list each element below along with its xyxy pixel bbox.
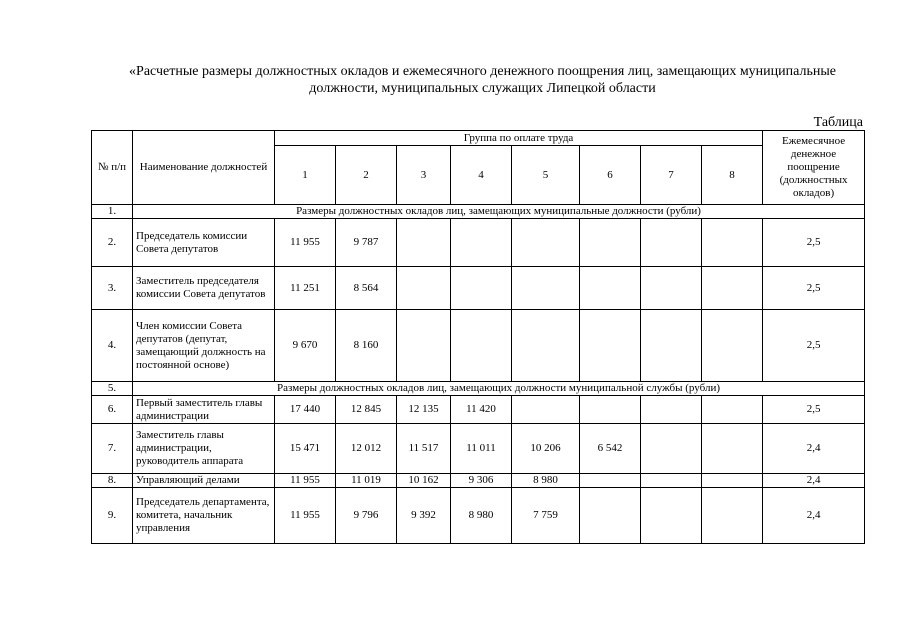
group-1-value: 11 955 bbox=[275, 488, 336, 544]
group-5-value bbox=[512, 396, 580, 424]
header-group-6: 6 bbox=[580, 146, 641, 205]
group-8-value bbox=[702, 424, 763, 474]
group-7-value bbox=[641, 219, 702, 267]
group-3-value bbox=[397, 267, 451, 310]
group-3-value: 9 392 bbox=[397, 488, 451, 544]
title-line-2: должности, муниципальных служащих Липецкой области bbox=[309, 81, 656, 96]
group-6-value bbox=[580, 488, 641, 544]
group-5-value: 10 206 bbox=[512, 424, 580, 474]
bonus-value: 2,5 bbox=[763, 219, 865, 267]
header-group-1: 1 bbox=[275, 146, 336, 205]
section-number: 1. bbox=[92, 205, 133, 219]
position-name: Председатель комиссии Совета депутатов bbox=[133, 219, 275, 267]
position-name: Заместитель главы администрации, руководитель аппарата bbox=[133, 424, 275, 474]
group-7-value bbox=[641, 424, 702, 474]
group-5-value bbox=[512, 267, 580, 310]
row-number: 2. bbox=[92, 219, 133, 267]
group-3-value: 10 162 bbox=[397, 474, 451, 488]
group-5-value bbox=[512, 310, 580, 382]
section-number: 5. bbox=[92, 382, 133, 396]
group-6-value bbox=[580, 396, 641, 424]
group-8-value bbox=[702, 310, 763, 382]
table-row bbox=[92, 267, 865, 310]
header-group-2: 2 bbox=[336, 146, 397, 205]
header-row-1 bbox=[92, 131, 865, 146]
group-1-value: 9 670 bbox=[275, 310, 336, 382]
group-4-value bbox=[451, 267, 512, 310]
group-3-value bbox=[397, 310, 451, 382]
group-4-value: 11 420 bbox=[451, 396, 512, 424]
row-number: 3. bbox=[92, 267, 133, 310]
row-number: 8. bbox=[92, 474, 133, 488]
table-label: Таблица bbox=[813, 115, 863, 130]
group-8-value bbox=[702, 267, 763, 310]
group-8-value bbox=[702, 488, 763, 544]
row-number: 6. bbox=[92, 396, 133, 424]
section-title: Размеры должностных окладов лиц, замещающих муниципальные должности (рубли) bbox=[133, 205, 865, 219]
group-1-value: 11 251 bbox=[275, 267, 336, 310]
group-7-value bbox=[641, 396, 702, 424]
group-5-value: 7 759 bbox=[512, 488, 580, 544]
table-row bbox=[92, 424, 865, 474]
header-group-5: 5 bbox=[512, 146, 580, 205]
group-7-value bbox=[641, 488, 702, 544]
group-3-value: 11 517 bbox=[397, 424, 451, 474]
title-line-1: «Расчетные размеры должностных окладов и ежемесячного денежного поощрения лиц, замещающих муниципальные bbox=[129, 64, 836, 79]
header-group-3: 3 bbox=[397, 146, 451, 205]
bonus-value: 2,5 bbox=[763, 310, 865, 382]
bonus-value: 2,4 bbox=[763, 424, 865, 474]
header-group-8: 8 bbox=[702, 146, 763, 205]
position-name: Первый заместитель главы администрации bbox=[133, 396, 275, 424]
position-name: Заместитель председателя комиссии Совета депутатов bbox=[133, 267, 275, 310]
salary-table bbox=[91, 130, 865, 544]
header-group-4: 4 bbox=[451, 146, 512, 205]
group-2-value: 9 787 bbox=[336, 219, 397, 267]
section-title: Размеры должностных окладов лиц, замещающих должности муниципальной службы (рубли) bbox=[133, 382, 865, 396]
bonus-value: 2,4 bbox=[763, 488, 865, 544]
group-4-value: 9 306 bbox=[451, 474, 512, 488]
group-5-value bbox=[512, 219, 580, 267]
group-6-value bbox=[580, 310, 641, 382]
header-bonus: Ежемесячное денежное поощрение (должностных окладов) bbox=[763, 131, 865, 205]
bonus-value: 2,5 bbox=[763, 396, 865, 424]
section-row bbox=[92, 382, 865, 396]
group-6-value bbox=[580, 219, 641, 267]
group-5-value: 8 980 bbox=[512, 474, 580, 488]
group-3-value: 12 135 bbox=[397, 396, 451, 424]
group-7-value bbox=[641, 474, 702, 488]
group-1-value: 17 440 bbox=[275, 396, 336, 424]
group-4-value bbox=[451, 310, 512, 382]
group-1-value: 11 955 bbox=[275, 474, 336, 488]
header-number: № п/п bbox=[92, 131, 133, 205]
group-1-value: 11 955 bbox=[275, 219, 336, 267]
group-2-value: 8 564 bbox=[336, 267, 397, 310]
group-2-value: 11 019 bbox=[336, 474, 397, 488]
group-2-value: 12 845 bbox=[336, 396, 397, 424]
header-name: Наименование должностей bbox=[133, 131, 275, 205]
group-4-value: 8 980 bbox=[451, 488, 512, 544]
group-1-value: 15 471 bbox=[275, 424, 336, 474]
group-4-value bbox=[451, 219, 512, 267]
group-7-value bbox=[641, 267, 702, 310]
group-7-value bbox=[641, 310, 702, 382]
bonus-value: 2,4 bbox=[763, 474, 865, 488]
header-group-7: 7 bbox=[641, 146, 702, 205]
header-group: Группа по оплате труда bbox=[275, 131, 763, 146]
table-row bbox=[92, 488, 865, 544]
row-number: 9. bbox=[92, 488, 133, 544]
group-2-value: 12 012 bbox=[336, 424, 397, 474]
group-6-value bbox=[580, 267, 641, 310]
group-6-value bbox=[580, 474, 641, 488]
group-8-value bbox=[702, 396, 763, 424]
group-6-value: 6 542 bbox=[580, 424, 641, 474]
group-2-value: 9 796 bbox=[336, 488, 397, 544]
row-number: 7. bbox=[92, 424, 133, 474]
group-3-value bbox=[397, 219, 451, 267]
table-row bbox=[92, 396, 865, 424]
group-4-value: 11 011 bbox=[451, 424, 512, 474]
group-8-value bbox=[702, 474, 763, 488]
position-name: Управляющий делами bbox=[133, 474, 275, 488]
document-title bbox=[60, 63, 905, 97]
section-row bbox=[92, 205, 865, 219]
table-row bbox=[92, 474, 865, 488]
group-2-value: 8 160 bbox=[336, 310, 397, 382]
row-number: 4. bbox=[92, 310, 133, 382]
table-row bbox=[92, 219, 865, 267]
group-8-value bbox=[702, 219, 763, 267]
position-name: Член комиссии Совета депутатов (депутат, замещающий должность на постоянной основе) bbox=[133, 310, 275, 382]
table-row bbox=[92, 310, 865, 382]
bonus-value: 2,5 bbox=[763, 267, 865, 310]
position-name: Председатель департамента, комитета, начальник управления bbox=[133, 488, 275, 544]
